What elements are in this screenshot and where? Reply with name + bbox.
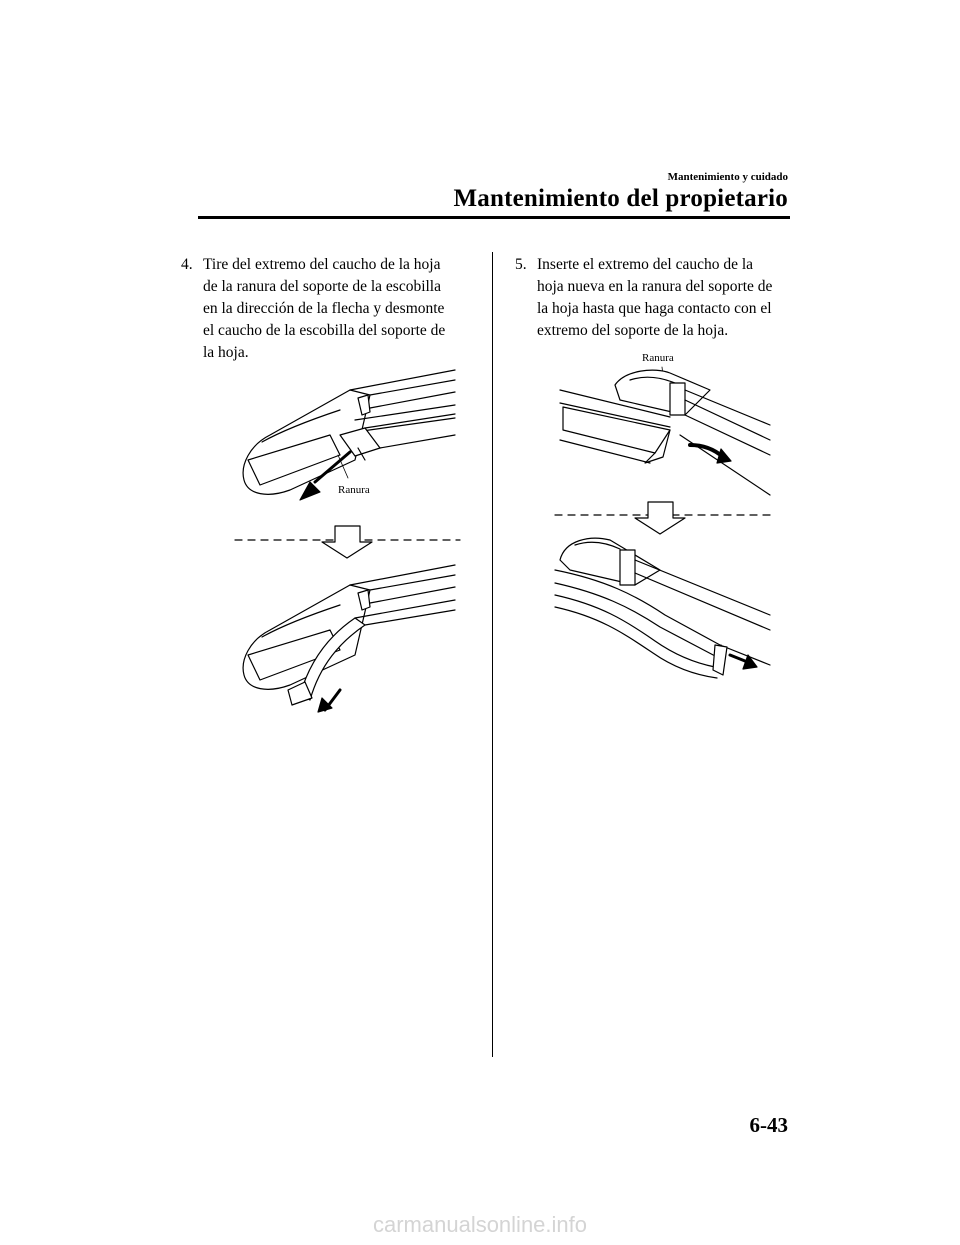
header-rule [198, 216, 790, 219]
slot-label: Ranura [338, 484, 370, 496]
step-number: 4. [181, 256, 193, 273]
step-line: hoja nueva en la ranura del soporte de [537, 278, 773, 295]
wiper-blade-installed [555, 538, 770, 678]
step-4 [181, 254, 481, 364]
wiper-blade-before [243, 370, 455, 500]
step-line: la hoja. [203, 344, 249, 361]
wiper-blade-inserting [560, 370, 770, 495]
step-text [203, 254, 483, 364]
chapter-title: Mantenimiento y cuidado [667, 171, 788, 183]
wiper-blade-after [243, 565, 455, 712]
watermark: carmanualsonline.info [372, 1212, 588, 1237]
step-line: Inserte el extremo del caucho de la [537, 256, 754, 273]
step-line: extremo del soporte de la hoja. [537, 322, 729, 339]
down-arrow-icon [322, 526, 372, 558]
section-title: Mantenimiento del propietario [453, 185, 788, 212]
page-number: 6-43 [749, 1113, 788, 1137]
slot-label: Ranura [642, 352, 674, 364]
wiper-install-illustration [545, 345, 775, 695]
step-line: la hoja hasta que haga contacto con el [537, 300, 772, 317]
down-arrow-icon [635, 502, 685, 534]
column-divider [492, 252, 493, 1057]
wiper-removal-illustration [230, 360, 470, 730]
step-line: el caucho de la escobilla del soporte de [203, 322, 446, 339]
step-line: de la ranura del soporte de la escobilla [203, 278, 441, 295]
step-number: 5. [515, 256, 527, 273]
step-line: Tire del extremo del caucho de la hoja [203, 256, 441, 273]
step-line: en la dirección de la flecha y desmonte [203, 300, 445, 317]
step-text [537, 254, 792, 342]
